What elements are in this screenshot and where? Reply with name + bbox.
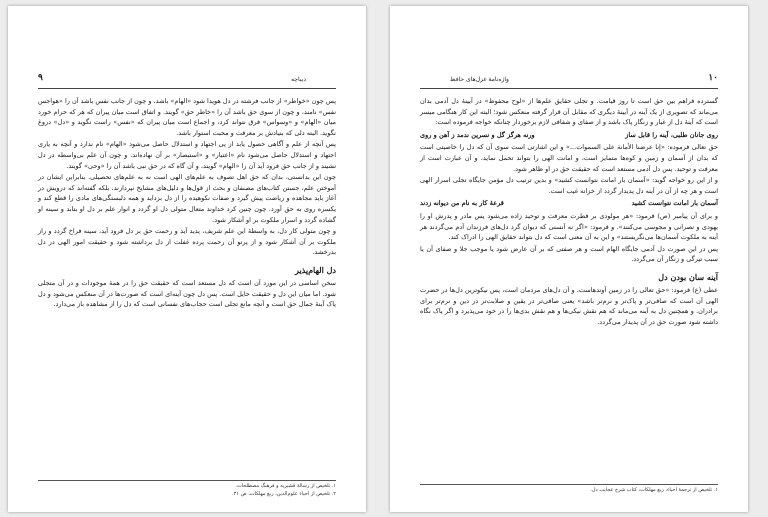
right-section-heading: آینه سان بودن دل xyxy=(658,271,718,282)
left-footnote-2: ۲. تلخیص از احیاء علوم‌الدین، ربع مهلکات، ص ۳۱. xyxy=(232,490,336,497)
right-footnotes xyxy=(420,484,718,495)
right-running-head xyxy=(420,73,718,89)
right-verse-2-hemistich-2: قرعهٔ کار به نام من دیوانه زدند xyxy=(420,199,504,208)
right-verse-1-hemistich-2: ورنه هرگز گل و نسرین ندمد ز آهن و روی xyxy=(420,130,535,139)
right-paragraph-3: و از این رو خواجه گوید: «آسمان بار امانت نتوانست کشید» و بدین ترتیب دل مؤمن جایگاه تجلی اسرار الهی است و هر چه از آن در آینه دل پدیدار گردد از خزانه غیب است. xyxy=(420,176,718,195)
right-verse-1-hemistich-1: روی جانان طلبی، آینه را قابل ساز xyxy=(625,130,718,139)
right-page-number: ۱۰ xyxy=(708,73,718,83)
left-paragraph-2: پس آنچه از علم و آگاهی حصول یابد از پی اجتهاد و استدلال حاصل می‌شود «الهام» نام ندارد و آنچه به یاری اجتهاد و استدلال حاصل می‌شود نام «اعتبار» و «استبصار» بر آن نهاده‌اند. و چون آن علم بی‌واسطه در دل نشیند و از جانب حق فرود آید آن را «الهام» گویند، و آن گاه که در حق نبی باشد آن را «وحی» گویند. xyxy=(38,140,336,170)
left-running-title: دیباچه xyxy=(291,76,306,83)
left-footnotes xyxy=(38,480,336,498)
left-section-heading: دل الهام‌پذیر xyxy=(295,264,336,275)
left-running-head xyxy=(38,73,336,89)
right-page xyxy=(390,6,748,512)
left-page-number: ۹ xyxy=(38,73,43,83)
left-page xyxy=(8,6,366,512)
right-paragraph-6: عطی (ع) فرمود: «حق تعالی را در زمین آوندهاست، و آن دل‌های مردمان است، پس نیکوترین دل‌ها در حضرت الهی آن است که صافی‌تر و پاک‌تر و نرم‌تر باشد» یعنی صافی‌تر در یقین و صلابت‌تر در دین و نرم‌تر برای برادران. و همچنین دل به آینه می‌ماند که هم نقش نیکی‌ها و هم نقش بدی‌ها را در خود می‌پذیرد و اگر پاک نگاه داشته شود صورت حق در آن پدیدار می‌گردد. xyxy=(420,285,718,326)
right-verse-2 xyxy=(420,198,718,209)
left-footnote-1: ۱. تلخیص از رسالهٔ قشیریه و فرهنگ مصطلحات. xyxy=(235,483,336,489)
right-running-title: واژه‌نامهٔ غزل‌های حافظ xyxy=(450,76,509,83)
left-body-text xyxy=(38,96,336,311)
right-verse-1 xyxy=(420,130,718,141)
right-footnote-1: ۱. تلخیص از ترجمهٔ احیاء، ربع مهلکات، کتاب شرح عجایب دل. xyxy=(590,486,718,493)
left-paragraph-5: سخن اساسی در این مورد آن است که دل مستعد است که حقیقت حق را در همهٔ موجودات و در آن متجلی شود. اما میان این دل و حقیقت حایل است. پس دل چون آینه‌ای است که صورت‌ها در آن منعکس می‌شود و دل پاک آینهٔ جمال حق است و آنچه مانع تجلی است حجاب‌های نفسانی است که دل را از مشاهده باز می‌دارد. xyxy=(38,278,336,309)
right-paragraph-4: و برای آن پیامبر (ص) فرمود: «هر مولودی بر فطرت معرفت و توحید زاده می‌شود پس مادر و پدرش او را یهودی و نصرانی و مجوسی می‌کنند». و فرمود: «اگر نه آنستی که دیوان گرد دل‌های فرزندان آدم می‌گردند هر آینه به ملکوت آسمان‌ها می‌نگریستند» و این به آن معنی است که دل بتواند حقایق الهی را ادراک کند. xyxy=(420,211,718,242)
left-paragraph-1: پس چون «خواطر» از جانب فرشته در دل هویدا شود «الهام» باشد، و چون از جانب نفس باشد آن را «هواجس نفس» نامند، و چون از سوی حق باشد آن را «خاطر حق» گویند. و اتفاق است میان پیران که هر که حرام خورد میان «الهام» و «وسواس» فرق نتواند کرد، و اجماع است میان پیران که «نفس» راست نگوید و «دل» دروغ نگوید. البته دلی که بنیادش بر معرفت و محبت استوار باشد. xyxy=(38,97,336,137)
right-paragraph-5: پس در این صورت دل آدمی جایگاه الهام است و هر صفتی که بر آن عارض شود یا موجب جلا و صفای آن یا سبب تیرگی و زنگار آن می‌گردد. xyxy=(420,244,718,264)
right-body-text xyxy=(420,96,718,328)
left-paragraph-3: چون این بدانستی، بدان که حق اهل تصوف به علم‌های الهی است نه به علم‌های تحصیلی. بنابراین ایشان در آموختن علم، جستن کتاب‌های مصنفان و بحث از قول‌ها و دلیل‌های مشایخ نپردازند، بلکه گفته‌اند که درویش در آغاز باید مجاهده و ریاضت پیش گیرد و صفات نکوهیده را از دل بزداید و همه دلبستگی‌های مادی را قطع کند و یکسره روی به حق آورد. چون چنین کرد خداوند متعال متولی دل او گردد و انوار علم بر دل او بتابد و سینه او گشاده گردد و اسرار ملکوت بر او آشکار شود. xyxy=(38,173,336,224)
right-paragraph-2: حق تعالی فرموده: «إنا عرضنا الأمانة علی السموات...» و این اشارتی است سوی آن که دل را خاصیتی است که بدان از آسمان و زمین و کوه‌ها متمایز است، و امانت الهی را بتواند تحمل نماید، و آن عبارت است از معرفت و توحید. پس دل آدمی مستعد است که حقیقت حق در او ظاهر شود. xyxy=(420,143,718,173)
right-verse-2-hemistich-1: آسمان بار امانت نتوانست کشید xyxy=(631,199,718,208)
right-paragraph-1: گسترده فراهم بین حق است تا روز قیامت. و تجلی حقایق علم‌ها از «لوح محفوظ» در آیینهٔ دل آدمی بدان می‌ماند که تصویری از یک آینه در آیینهٔ دیگری که مقابل آن قرار گرفته منعکس شود؛ البته این کار هنگامی میسر است که آینهٔ دل از غبار و زنگار پاک باشد و از صفای و شفافی لازم برخوردار چنانکه خواجه فرموده است: xyxy=(420,97,718,127)
left-paragraph-4: و چون متولی کار دل، به واسطهٔ این علم شریف، پدید آید و رحمت حق بر دل فرود آید، سینه فراخ گردد و راز ملکوت بر آن آشکار شود و از پرتو آن رحمت پرده غفلت از دل برداشته شود و حقیقت امور الهی در دل بدرخشد. xyxy=(38,227,336,257)
